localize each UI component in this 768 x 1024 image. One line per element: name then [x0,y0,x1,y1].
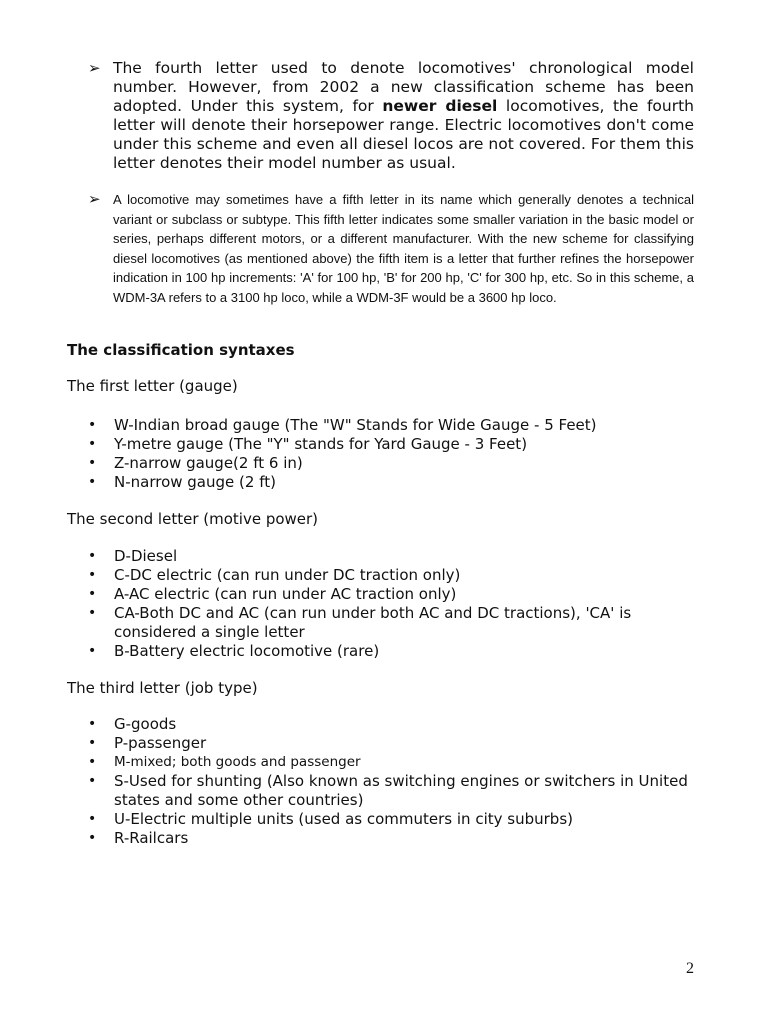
arrow-bullet-icon: ➢ [88,59,101,77]
bullet-icon: • [88,605,97,621]
list-item [88,810,688,829]
list-item [88,734,688,753]
bullet-icon: • [88,567,97,583]
list-item [88,435,688,454]
list-item-text: G-goods [114,715,177,733]
list-item-text: W-Indian broad gauge (The "W" Stands for Wide Gauge - 5 Feet) [114,416,597,434]
group-title-third-letter: The third letter (job type) [67,679,258,697]
group-title-second-letter: The second letter (motive power) [67,510,319,528]
bullet-icon: • [88,436,97,452]
list-item-text: P-passenger [114,734,207,752]
list-item [88,585,688,604]
paragraph-text-start: The fourth letter used to denote locomotives' chronological model number. However, from 2002 a new classification scheme has been adopted. Under this system, for [113,59,694,115]
list-item [88,829,688,848]
list-item-text: B-Battery electric locomotive (rare) [114,642,380,660]
bullet-icon: • [88,417,97,433]
list-item [88,547,688,566]
bullet-icon: • [88,811,97,827]
bullet-icon: • [88,455,97,471]
list-item-text: CA-Both DC and AC (can run under both AC and DC tractions), 'CA' is considered a single letter [114,604,632,641]
list-item-text: C-DC electric (can run under DC traction only) [114,566,461,584]
list-item [88,753,688,772]
arrow-paragraph-fifth-letter [88,190,694,308]
list-item [88,566,688,585]
paragraph-text [113,59,694,173]
bold-term: newer diesel [382,97,498,115]
list-item [88,772,688,810]
bullet-icon: • [88,474,97,490]
list-third-letter [88,715,688,848]
arrow-bullet-icon: ➢ [88,190,101,208]
list-item [88,715,688,734]
list-item-text: U-Electric multiple units (used as commuters in city suburbs) [114,810,573,828]
list-item [88,473,688,492]
list-item-text: D-Diesel [114,547,178,565]
list-second-letter [88,547,688,661]
list-item-text: A-AC electric (can run under AC traction only) [114,585,457,603]
list-item-text: N-narrow gauge (2 ft) [114,473,276,491]
bullet-icon: • [88,643,97,659]
list-first-letter [88,416,688,492]
list-item-text: S-Used for shunting (Also known as switching engines or switchers in United states and some other countries) [114,772,688,809]
section-heading: The classification syntaxes [67,341,295,359]
list-item-text: Y-metre gauge (The "Y" stands for Yard Gauge - 3 Feet) [114,435,528,453]
list-item-text: Z-narrow gauge(2 ft 6 in) [114,454,303,472]
list-item [88,454,688,473]
arrow-paragraph-fourth-letter [88,59,694,173]
bullet-icon: • [88,548,97,564]
bullet-icon: • [88,716,97,732]
list-item [88,416,688,435]
bullet-icon: • [88,830,97,846]
page-number: 2 [686,960,694,977]
list-item-text: R-Railcars [114,829,189,847]
bullet-icon: • [88,586,97,602]
paragraph-text: A locomotive may sometimes have a fifth letter in its name which generally denotes a technical variant or subclass or subtype. This fifth letter indicates some smaller variation in the basic model or series, perhaps different motors, or a different manufacturer. With the new scheme for classifying diesel locomotives (as mentioned above) the fifth item is a letter that further refines the horsepower indication in 100 hp increments: 'A' for 100 hp, 'B' for 200 hp, 'C' for 300 hp, etc. So in this scheme, a WDM-3A refers to a 3100 hp loco, while a WDM-3F would be a 3600 hp loco. [113,192,694,305]
list-item-text: M-mixed; both goods and passenger [114,754,361,770]
list-item [88,604,688,642]
group-title-first-letter: The first letter (gauge) [67,377,238,395]
bullet-icon: • [88,735,97,751]
list-item [88,642,688,661]
bullet-icon: • [88,754,97,770]
bullet-icon: • [88,773,97,789]
paragraph-text-end: locomotives, the fourth letter will denote their horsepower range. Electric locomotives don't come under this scheme and even all diesel locos are not covered. For them this letter denotes their model number as usual. [113,97,694,172]
